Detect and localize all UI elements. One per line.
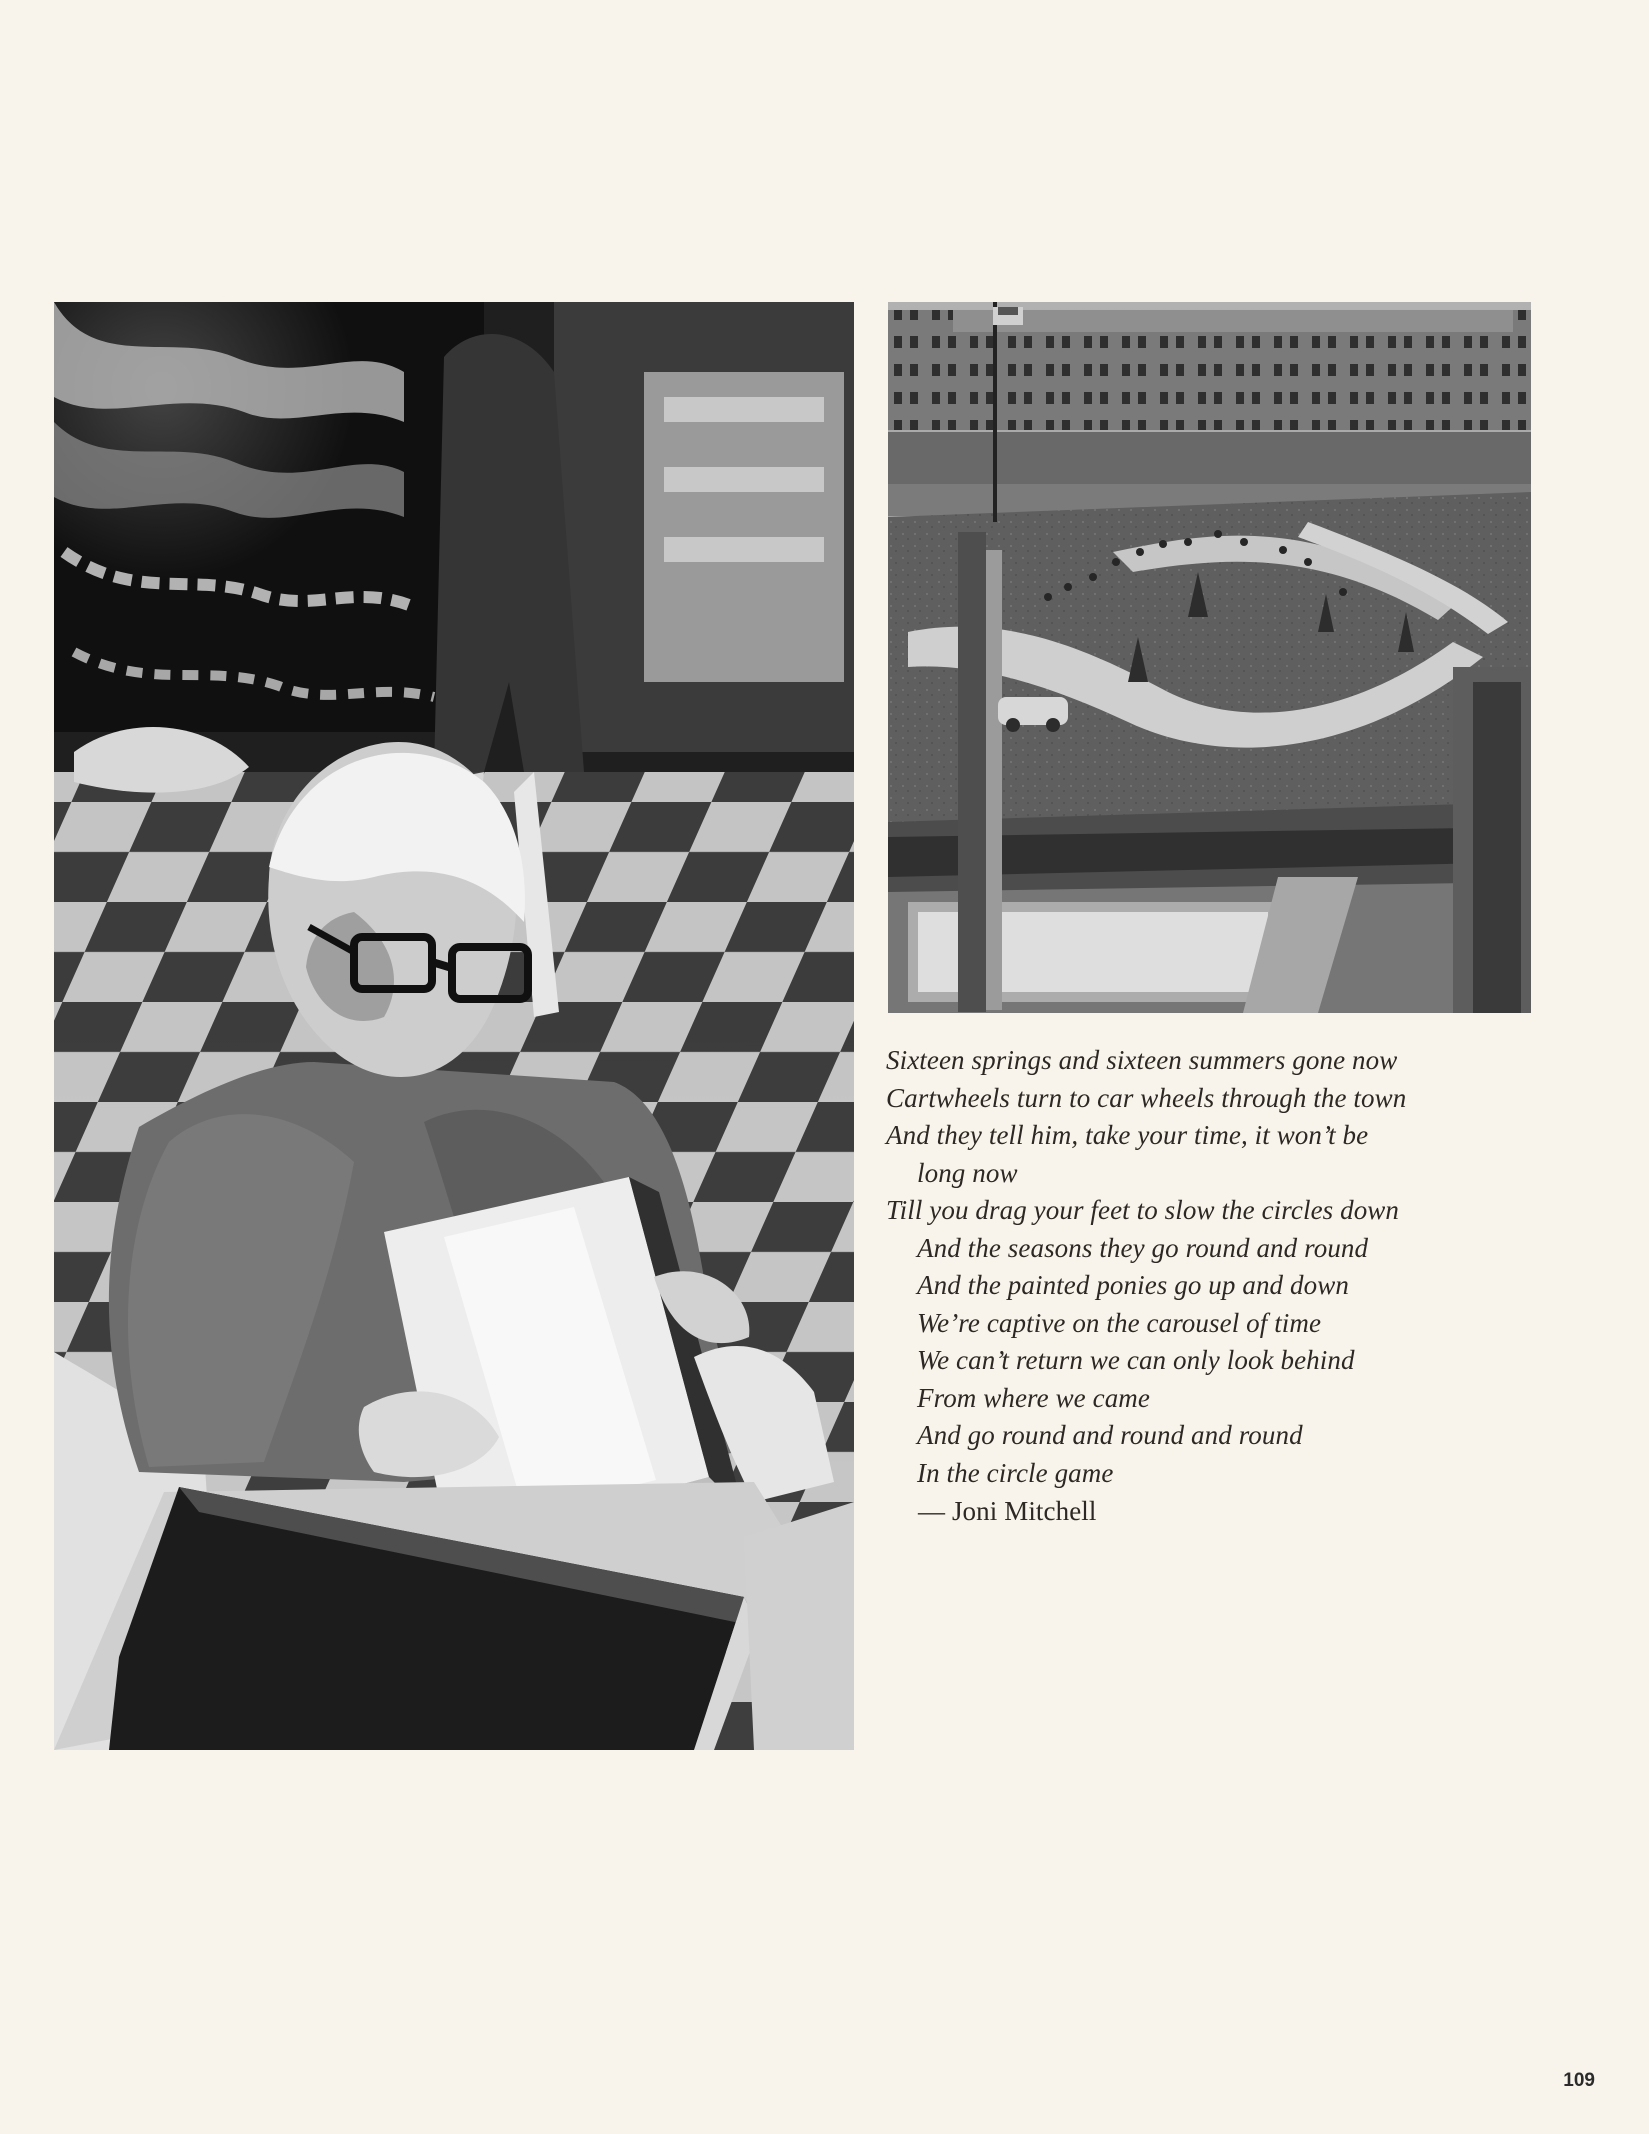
poem-line: And the painted ponies go up and down bbox=[917, 1270, 1349, 1300]
poem-line: And they tell him, take your time, it won’t be bbox=[886, 1120, 1369, 1150]
campus-photo bbox=[888, 302, 1531, 1013]
poem-line: We’re captive on the carousel of time bbox=[917, 1307, 1322, 1338]
poem-line: Cartwheels turn to car wheels through the town bbox=[886, 1082, 1407, 1113]
poem-line: In the circle game bbox=[917, 1457, 1114, 1488]
page-number: 109 bbox=[1563, 2070, 1595, 2091]
poem-line: And the seasons they go round and round bbox=[917, 1232, 1369, 1263]
poem-line: Sixteen springs and sixteen summers gone now bbox=[886, 1045, 1398, 1075]
poem-line: And go round and round and round bbox=[917, 1420, 1303, 1450]
poem-excerpt bbox=[886, 1042, 1526, 1531]
poem-line: long now bbox=[917, 1157, 1018, 1188]
poem-line: From where we came bbox=[917, 1382, 1150, 1413]
poem-attribution: — Joni Mitchell bbox=[918, 1496, 1097, 1526]
poem-line: Till you drag your feet to slow the circles down bbox=[886, 1195, 1400, 1225]
student-reading-photo bbox=[54, 302, 854, 1750]
poem-line: We can’t return we can only look behind bbox=[917, 1345, 1355, 1375]
